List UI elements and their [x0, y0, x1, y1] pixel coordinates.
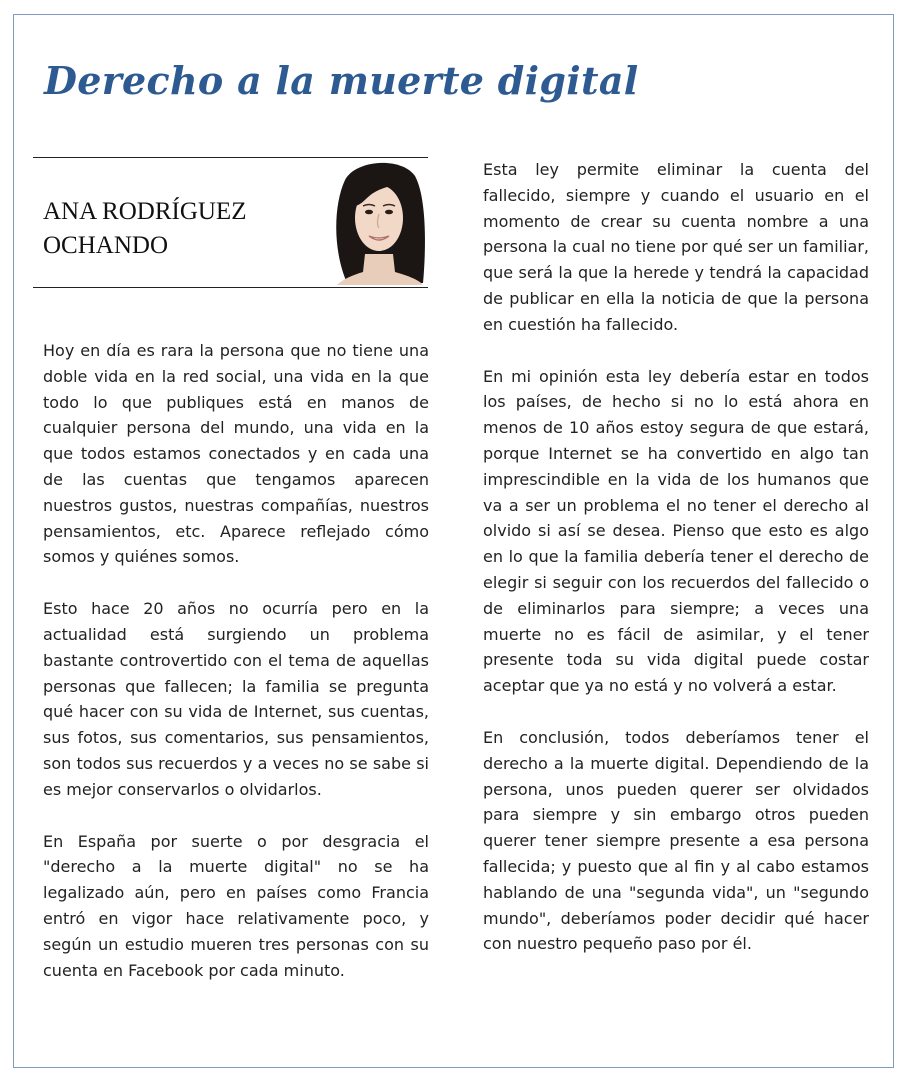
- paragraph: En conclusión, todos deberíamos tener el derecho a la muerte digital. Dependiendo de la persona, unos pueden querer ser olvidados para siempre y sin embargo otros pueden querer tener siempre presente a esa persona fallecida; y puesto que al fin y al cabo estamos hablando de una "segunda vida", un "segundo mundo", deberíamos poder decidir qué hacer con nuestro pequeño paso por él.: [483, 727, 869, 954]
- author-box: [33, 157, 428, 288]
- paragraph: Esto hace 20 años no ocurría pero en la actualidad está surgiendo un problema bastante controvertido con el tema de aquellas personas que fallecen; la familia se pregunta qué hacer con su vida de Internet, sus cuentas, sus fotos, sus comentarios, sus pensamientos, son todos sus recuerdos y a veces no se sabe si es mejor conservarlos o olvidarlos.: [43, 599, 429, 799]
- paragraph: En España por suerte o por desgracia el "derecho a la muerte digital" no se ha legalizado aún, pero en países como Francia entró en vigor hace relativamente poco, y según un estudio mueren tres personas con su cuenta en Facebook por cada minuto.: [43, 831, 429, 980]
- article-column-left: [43, 338, 429, 1009]
- paragraph: Hoy en día es rara la persona que no tiene una doble vida en la red social, una vida en la que todo lo que publiques está en manos de cualquier persona del mundo, una vida en la que todos estamos conectados y en cada una de las cuentas que tengamos aparecen nuestros gustos, nuestras compañías, nuestros pensamientos, etc. Aparece reflejado cómo somos y quiénes somos.: [43, 341, 429, 567]
- paragraph: En mi opinión esta ley debería estar en todos los países, de hecho si no lo está ahora en menos de 10 años estoy segura de que estará, porque Internet se ha convertido en algo tan imprescindible en la vida de los humanos que va a ser un problema el no tener el derecho al olvido si así se desea. Pienso que esto es algo en lo que la familia debería tener el derecho de elegir si seguir con los recuerdos del fallecido o de eliminarlos para siempre; a veces una muerte no es fácil de asimilar, y el tener presente toda su vida digital puede costar aceptar que ya no está y no volverá a estar.: [483, 366, 869, 696]
- paragraph: Esta ley permite eliminar la cuenta del fallecido, siempre y cuando el usuario en el momento de crear su cuenta nombre a una persona la cual no tiene por qué ser un familiar, que será la que la herede y tendrá la capacidad de publicar en ella la noticia de que la persona en cuestión ha fallecido.: [483, 160, 869, 334]
- author-photo: [329, 156, 429, 285]
- author-name: ANA RODRÍGUEZ OCHANDO: [43, 198, 247, 259]
- article-title: Derecho a la muerte digital: [44, 58, 639, 103]
- article-column-right: [483, 157, 869, 983]
